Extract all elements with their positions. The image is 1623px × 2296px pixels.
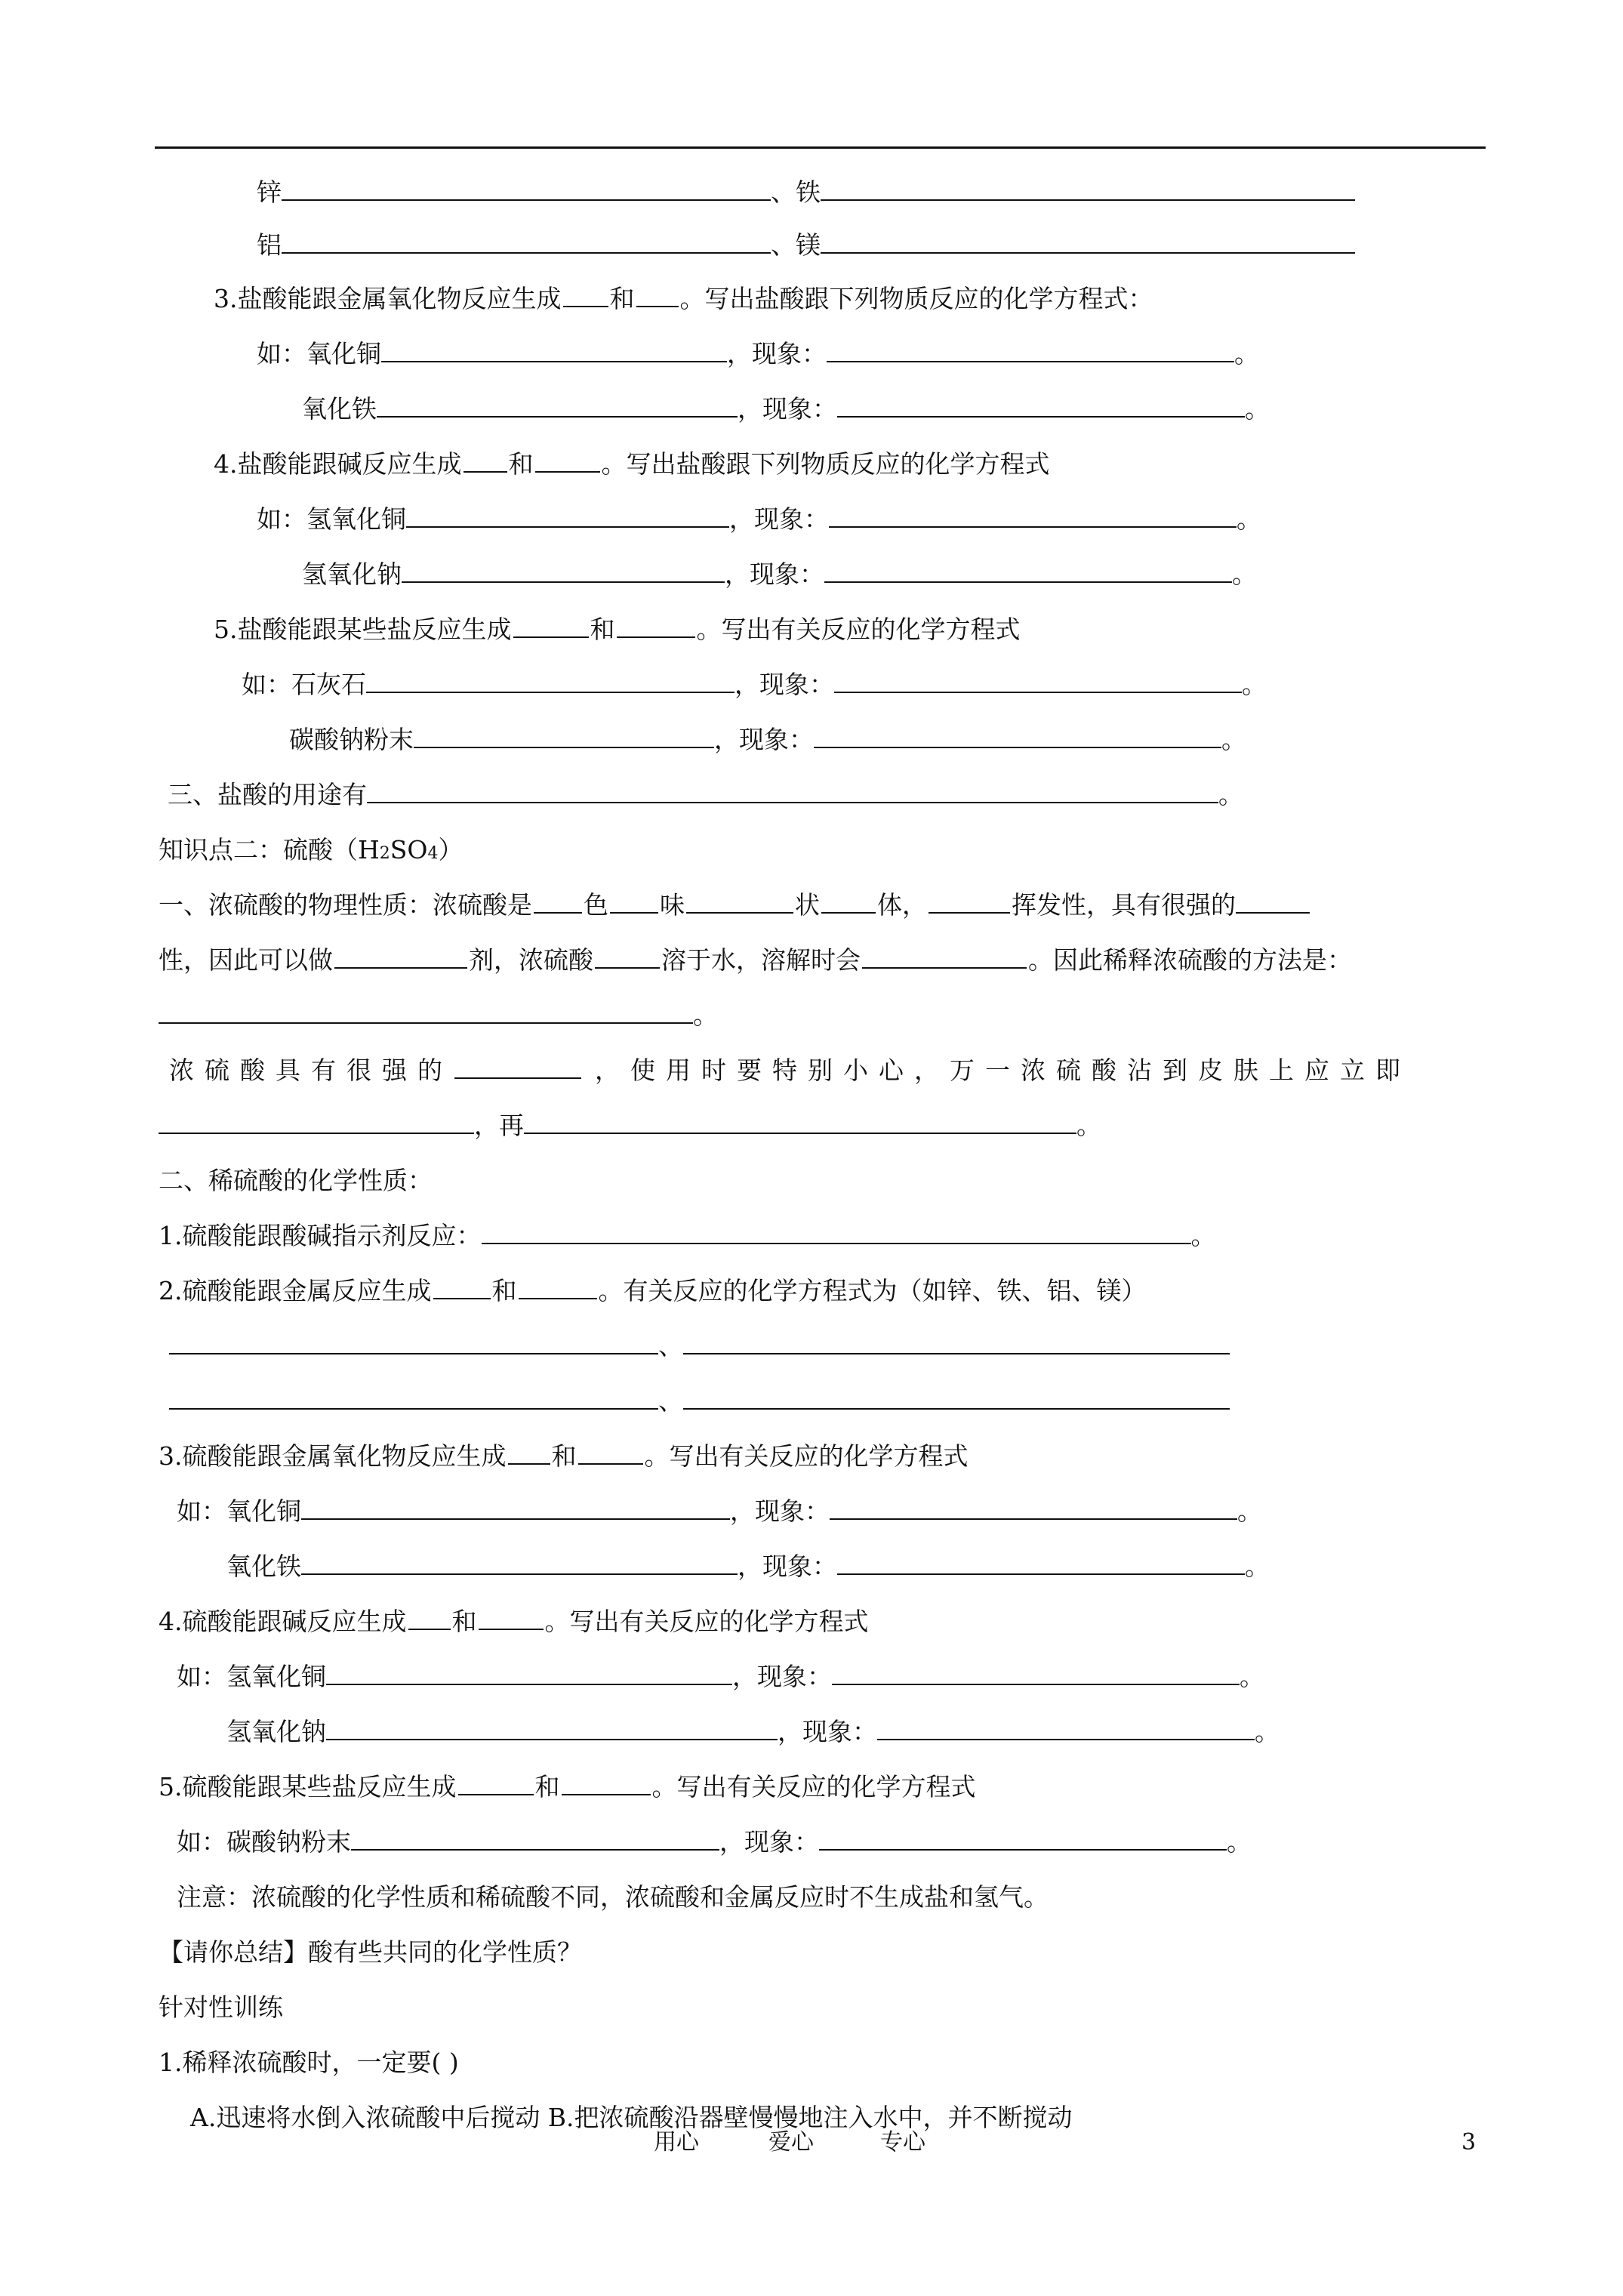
hcl-q4: 4.盐酸能跟碱反应生成 和 。写出盐酸跟下列物质反应的化学方程式 [214,442,1050,486]
kp2-title: 知识点二：硫酸（H2SO4） [159,835,463,864]
h2so4-q3-cuo: 如：氧化铜 ，现象： 。 [177,1490,1262,1533]
conc-phys-3: 。 [159,994,718,1037]
blank[interactable] [1236,886,1310,914]
blank[interactable] [282,174,771,201]
blank[interactable] [408,1603,451,1630]
footer [0,2125,1623,2160]
h2so4-q4-cuoh2: 如：氢氧化铜 ，现象： 。 [177,1655,1264,1699]
h2so4-q2-blanks-1: 、 [169,1324,1230,1368]
blank[interactable] [402,556,725,583]
blank[interactable] [824,556,1232,583]
h2so4-q3-fe2o3: 氧化铁 ，现象： 。 [226,1545,1270,1589]
summary: 【请你总结】酸有些共同的化学性质？ [159,1937,582,1967]
blank[interactable] [169,1382,658,1410]
h2so4-q4-naoh: 氢氧化钠 ，现象： 。 [226,1710,1280,1754]
blank[interactable] [159,997,693,1024]
blank[interactable] [686,886,793,914]
blank[interactable] [683,1382,1230,1410]
conc-phys-4: 浓硫酸具有很强的 ，使用时要特别小心，万一浓硫酸沾到皮肤上应立即 [169,1049,1411,1093]
blank[interactable] [351,1823,719,1851]
hcl-q4-cuoh2: 如：氢氧化铜 ，现象： 。 [257,498,1261,541]
blank[interactable] [829,501,1236,528]
blank[interactable] [367,776,1218,803]
blank[interactable] [326,1713,778,1740]
blank[interactable] [513,611,589,638]
conc-phys-5: ，再 。 [159,1104,1101,1148]
footer-text-3: 专心 [880,2129,925,2156]
blank[interactable] [406,501,729,528]
blank[interactable] [683,1327,1230,1354]
hcl-q4-naoh: 氢氧化钠 ，现象： 。 [302,553,1257,596]
blank[interactable] [837,1548,1245,1575]
blank[interactable] [458,1768,534,1795]
blank[interactable] [862,942,1027,969]
blank[interactable] [535,445,600,473]
blank[interactable] [301,1493,730,1520]
blank[interactable] [834,666,1242,693]
blank[interactable] [519,1272,597,1299]
blank[interactable] [282,227,771,254]
blank[interactable] [819,1823,1227,1851]
hcl-uses: 三、盐酸的用途有 。 [168,773,1243,817]
hcl-q5-limestone: 如：石灰石 ，现象： 。 [242,663,1267,707]
practice-q1-options: A.迅速将水倒入浓硫酸中后搅动 B.把浓硫酸沿器壁慢慢地注入水中，并不断搅动 [190,2103,1073,2132]
label-zinc: 锌 [257,177,282,207]
blank[interactable] [524,1107,1076,1134]
blank[interactable] [821,174,1355,201]
label-iron: 铁 [796,177,821,207]
blank[interactable] [366,666,735,693]
practice-q1: 1.稀释浓硫酸时，一定要( ) [159,2048,459,2077]
note: 注意：浓硫酸的化学性质和稀硫酸不同，浓硫酸和金属反应时不生成盐和氢气。 [177,1882,1049,1912]
blank[interactable] [617,611,695,638]
h2so4-q1: 1.硫酸能跟酸碱指示剂反应： 。 [159,1214,1216,1258]
blank[interactable] [610,886,658,914]
blank[interactable] [595,942,660,969]
label-magnesium: 镁 [796,230,821,260]
dilute-title: 二、稀硫酸的化学性质： [159,1166,433,1195]
blank[interactable] [578,1438,643,1465]
page-number: 3 [1461,2129,1477,2156]
blank[interactable] [381,335,727,362]
blank[interactable] [508,1438,550,1465]
blank[interactable] [334,942,467,969]
line-al-mg: 铝 、镁 [257,223,1355,267]
blank[interactable] [563,280,608,307]
blank[interactable] [414,721,714,748]
hcl-q5: 5.盐酸能跟某些盐反应生成 和 。写出有关反应的化学方程式 [214,608,1021,652]
conc-phys-2: 性，因此可以做 剂，浓硫酸 溶于水，溶解时会 。因此稀释浓硫酸的方法是： [159,938,1352,982]
blank[interactable] [326,1658,732,1685]
blank[interactable] [830,1493,1237,1520]
blank[interactable] [929,886,1010,914]
blank[interactable] [454,1052,581,1079]
blank[interactable] [562,1768,651,1795]
blank[interactable] [832,1658,1240,1685]
h2so4-q2-blanks-2: 、 [169,1379,1230,1423]
hcl-q3-cuo: 如：氧化铜 ，现象： 。 [257,332,1259,376]
blank[interactable] [821,886,876,914]
blank[interactable] [636,280,679,307]
line-zinc-iron: 锌 、铁 [257,171,1355,214]
h2so4-q5-na2co3: 如：碳酸钠粉末 ，现象： 。 [177,1820,1252,1864]
blank[interactable] [534,886,582,914]
blank[interactable] [877,1713,1255,1740]
blank[interactable] [159,1107,474,1134]
blank[interactable] [482,1217,1191,1244]
conc-phys-1: 一、浓硫酸的物理性质：浓硫酸是 色 味 状 体， 挥发性，具有很强的 [159,883,1310,927]
practice-title: 针对性训练 [159,1992,283,2022]
hcl-q5-na2co3: 碳酸钠粉末 ，现象： 。 [289,718,1246,762]
footer-text-1: 用心 [654,2129,699,2156]
blank[interactable] [169,1327,658,1354]
blank[interactable] [827,335,1234,362]
blank[interactable] [301,1548,738,1575]
h2so4-q3: 3.硫酸能跟金属氧化物反应生成 和 。写出有关反应的化学方程式 [159,1435,969,1478]
blank[interactable] [377,390,738,418]
footer-text-2: 爱心 [768,2129,814,2156]
hcl-q3-fe2o3: 氧化铁 ，现象： 。 [302,387,1270,431]
hcl-q3: 3.盐酸能跟金属氧化物反应生成 和 。写出盐酸跟下列物质反应的化学方程式： [214,277,1153,321]
blank[interactable] [433,1272,491,1299]
header-rule [155,146,1486,149]
label-aluminum: 铝 [257,230,282,260]
h2so4-q2: 2.硫酸能跟金属反应生成 和 。有关反应的化学方程式为（如锌、铁、铝、镁） [159,1269,1147,1313]
blank[interactable] [479,1603,544,1630]
h2so4-q4: 4.硫酸能跟碱反应生成 和 。写出有关反应的化学方程式 [159,1600,869,1644]
h2so4-q5: 5.硫酸能跟某些盐反应生成 和 。写出有关反应的化学方程式 [159,1765,976,1809]
blank[interactable] [837,390,1245,418]
blank[interactable] [821,227,1355,254]
blank[interactable] [814,721,1221,748]
blank[interactable] [463,445,507,473]
